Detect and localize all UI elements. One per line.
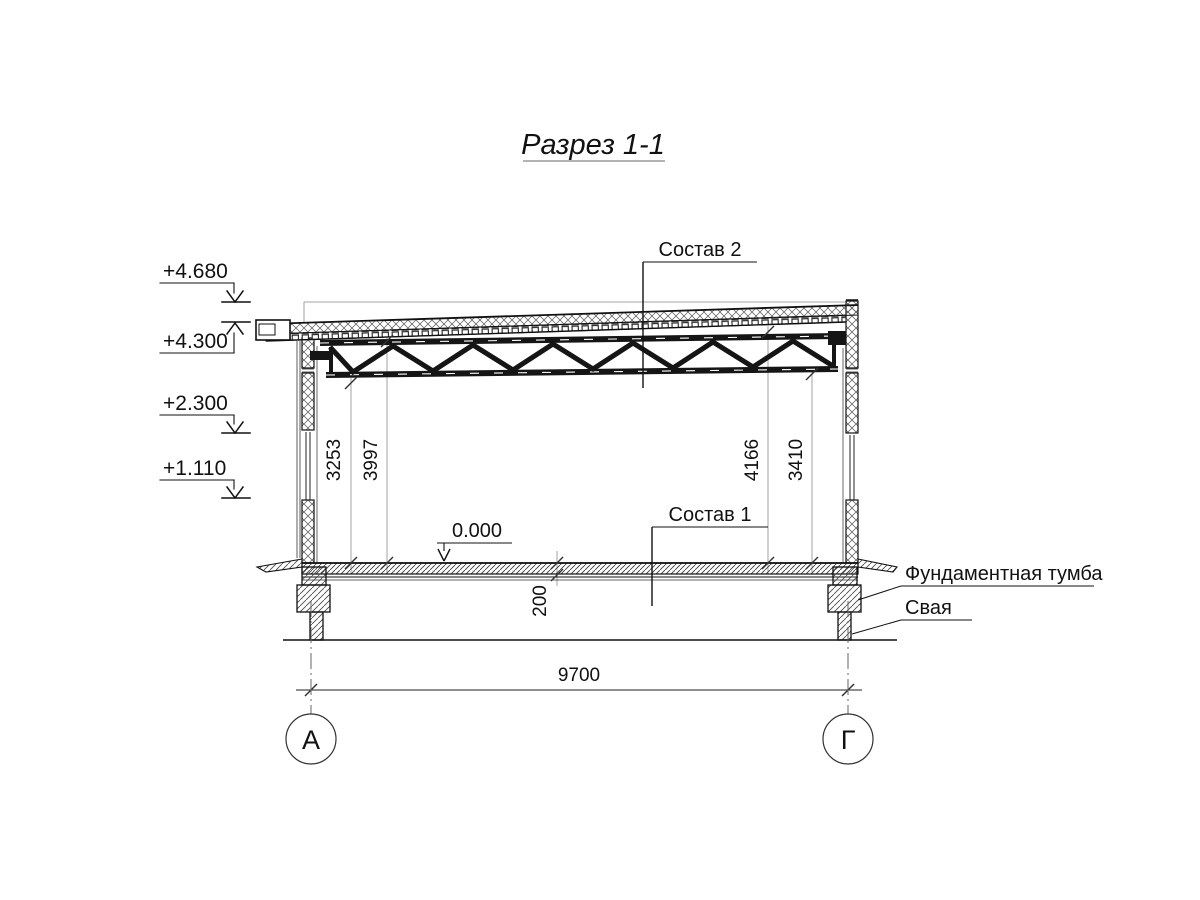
dim-floor-to-truss-bottom-left: 3253	[324, 438, 345, 482]
callout-text: Состав 1	[668, 504, 752, 526]
left-wall	[297, 338, 317, 563]
span-dimension	[296, 665, 862, 696]
elevation-value: +4.300	[163, 330, 228, 353]
dim-floor-to-deck-right: 4166	[742, 438, 763, 482]
eave-fascia-detail	[259, 324, 275, 335]
truss-left-bearing	[310, 351, 332, 360]
axis-label-left: А	[301, 725, 321, 755]
callout-text: 0.000	[452, 520, 503, 542]
callout-text: Свая	[905, 597, 952, 619]
title-text: Разрез 1-1	[521, 129, 665, 161]
callout-zero-level	[437, 520, 512, 561]
right-pedestal	[828, 585, 861, 612]
callout-leader	[852, 620, 901, 634]
callout-text: Фундаментная тумба	[905, 563, 1103, 585]
elevation-value: +1.110	[163, 457, 227, 480]
left-foundation	[297, 567, 330, 640]
zero-level-arrow	[444, 549, 450, 561]
right-foundation	[828, 567, 861, 640]
left-pile	[310, 612, 323, 640]
right-apron	[858, 559, 897, 572]
left-apron	[257, 559, 302, 572]
elevation-mark-4300	[160, 322, 250, 353]
right-wall-panel	[846, 500, 858, 563]
truss-right-bearing	[828, 331, 846, 345]
callout-leader	[858, 586, 901, 600]
axis-label-right: Г	[840, 725, 856, 755]
elevation-value: +2.300	[163, 392, 228, 415]
dim-floor-to-deck-left: 3997	[361, 438, 382, 482]
callout-text: Состав 2	[658, 239, 742, 261]
dim-floor-to-truss-bottom-right: 3410	[786, 438, 807, 482]
left-pedestal	[297, 585, 330, 612]
callout-floor-composition	[652, 504, 768, 606]
elevation-mark-4680	[160, 260, 250, 302]
elevation-value: +4.680	[163, 260, 228, 283]
dim-slab-thickness: 200	[530, 585, 551, 617]
right-wall-panel	[846, 373, 858, 433]
dim-span: 9700	[557, 665, 601, 686]
elevation-marks	[160, 260, 250, 498]
left-wall-panel	[302, 500, 314, 563]
callout-pile	[852, 597, 972, 634]
elevation-mark-2300	[160, 392, 250, 433]
elevation-mark-1110	[160, 457, 250, 498]
left-wall-panel	[302, 373, 314, 430]
title-block	[521, 129, 665, 161]
dimension-texts	[324, 439, 807, 617]
right-pile	[838, 612, 851, 640]
